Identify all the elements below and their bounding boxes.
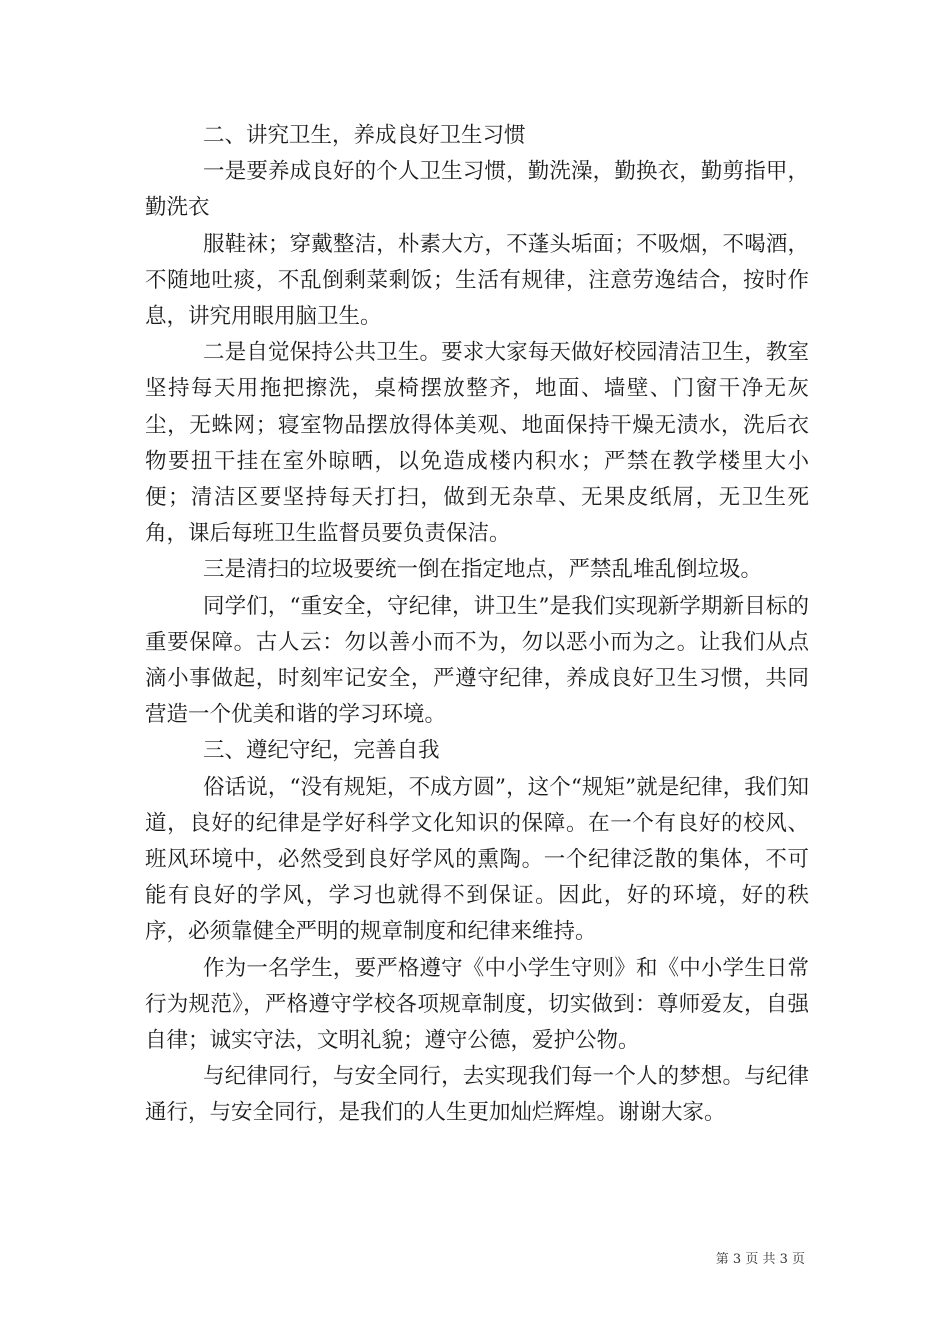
paragraph-personal-hygiene-cont: 服鞋袜；穿戴整洁，朴素大方，不蓬头垢面；不吸烟，不喝酒，不随地吐痰，不乱倒剩菜剩饭；生活有规律，注意劳逸结合，按时作息，讲究用眼用脑卫生。 (145, 231, 809, 330)
document-body (145, 118, 809, 1132)
page-number: 第 3 页 共 3 页 (715, 1252, 805, 1267)
paragraph-personal-hygiene: 一是要养成良好的个人卫生习惯，勤洗澡，勤换衣，勤剪指甲，勤洗衣 (145, 159, 809, 221)
section-heading-discipline: 三、遵纪守纪，完善自我 (203, 738, 440, 764)
paragraph-closing: 与纪律同行，与安全同行，去实现我们每一个人的梦想。与纪律通行，与安全同行，是我们的人生更加灿烂辉煌。谢谢大家。 (145, 1064, 809, 1126)
paragraph-public-hygiene: 二是自觉保持公共卫生。要求大家每天做好校园清洁卫生，教室坚持每天用拖把擦洗，桌椅摆放整齐，地面、墙壁、门窗干净无灰尘，无蛛网；寝室物品摆放得体美观、地面保持干燥无渍水，洗后衣物要扭干挂在室外晾晒，以免造成楼内积水；严禁在教学楼里大小便；清洁区要坚持每天打扫，做到无杂草、无果皮纸屑，无卫生死角，课后每班卫生监督员要负责保洁。 (145, 340, 809, 547)
paragraph-student-rules: 作为一名学生，要严格遵守《中小学生守则》和《中小学生日常行为规范》，严格遵守学校各项规章制度，切实做到：尊师爱友，自强自律；诚实守法，文明礼貌；遵守公德，爱护公物。 (145, 955, 809, 1054)
paragraph-discipline: 俗话说，“没有规矩，不成方圆”，这个“规矩”就是纪律，我们知道，良好的纪律是学好科学文化知识的保障。在一个有良好的校风、班风环境中，必然受到良好学风的熏陶。一个纪律泛散的集体，不可能有良好的学风，学习也就得不到保证。因此，好的环境，好的秩序，必须靠健全严明的规章制度和纪律来维持。 (145, 774, 809, 945)
paragraph-summary: 同学们，“重安全，守纪律，讲卫生”是我们实现新学期新目标的重要保障。古人云：勿以善小而不为，勿以恶小而为之。让我们从点滴小事做起，时刻牢记安全，严遵守纪律，养成良好卫生习惯，共同营造一个优美和谐的学习环境。 (145, 593, 809, 728)
section-heading-hygiene: 二、讲究卫生，养成良好卫生习惯 (203, 123, 526, 148)
paragraph-garbage: 三是清扫的垃圾要统一倒在指定地点，严禁乱堆乱倒垃圾。 (203, 557, 763, 583)
